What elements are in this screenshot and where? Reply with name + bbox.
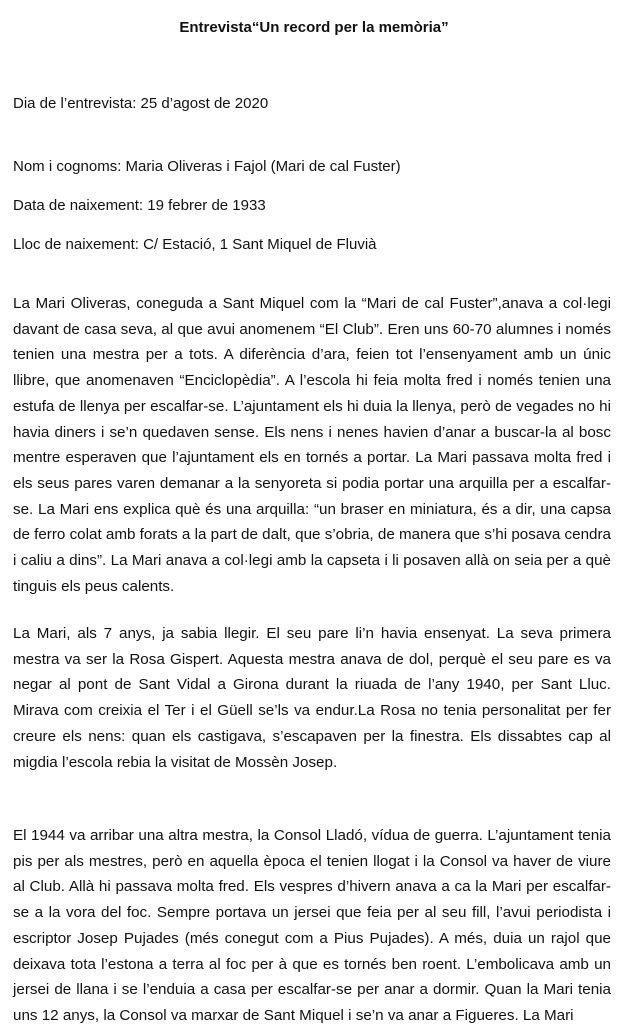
name-field: Nom i cognoms: Maria Oliveras i Fajol (Mari de cal Fuster) [13, 158, 401, 175]
birth-place-field: Lloc de naixement: C/ Estació, 1 Sant Miquel de Fluvià [13, 236, 377, 253]
document-title: Entrevista“Un record per la memòria” [179, 19, 449, 36]
paragraph-3: El 1944 va arribar una altra mestra, la Consol Lladó, vídua de guerra. L’ajuntament tenia pis per als mestres, però en aquella època el tenien llogat i la Consol va haver de viure al Club. Allà hi passava molta fred. Els vespres d’hivern anava a ca la Mari per escalfar-se a la vora del foc. Sempre portava un jersei que feia per al seu fill, l’avui periodista i escriptor Josep Pujades (més conegut com a Pius Pujades). A més, duia un rajol que deixava tota l’estona a terra al foc per à que es tornés ben roent. L’embolicava amb un jersei de llana i se l’enduia a casa per escalfar-se per anar a dormir. Quan la Mari tenia uns 12 anys, la Consol va marxar de Sant Miquel i se’n va anar a Figueres. La Mari [13, 827, 611, 1024]
paragraph-2: La Mari, als 7 anys, ja sabia llegir. El seu pare li’n havia ensenyat. La seva primera mestra va ser la Rosa Gispert. Aquesta mestra anava de dol, perquè el seu pare es va negar al pont de Sant Vidal a Girona durant la riuada de l’any 1940, per Sant Lluc. Mirava com creixia el Ter i el Güell se’ls va endur.La Rosa no tenia personalitat per fer creure els nens: quan els castigava, s’escapaven per la finestra. Els dissabtes cap al migdia l’escola rebia la visitat de Mossèn Josep. [13, 625, 611, 771]
paragraph-1: La Mari Oliveras, coneguda a Sant Miquel com la “Mari de cal Fuster”,anava a col·legi davant de casa seva, al que avui anomenem “El Club”. Eren uns 60-70 alumnes i només tenien una mestra per a tots. A diferència d’ara, feien tot l’ensenyament amb un únic llibre, que anomenaven “Enciclopèdia”. A l’escola hi feia molta fred i només tenien una estufa de llenya per escalfar-se. L’ajuntament els hi duia la llenya, però de vegades no hi havia diners i se’n quedaven sense. Els nens i nenes havien d’anar a buscar-la al bosc mentre esperaven que l’ajuntament els en tornés a portar. La Mari passava molta fred i els seus pares varen demanar a la senyoreta si podia portar una arquilla per a escalfar-se. La Mari ens explica què és una arquilla: “un braser en miniatura, és a dir, una capsa de ferro colat amb forats a la part de dalt, que s’obria, de manera que s’hi posava cendra i caliu a dins”. La Mari anava a col·legi amb la capseta i li posaven allà on seia per a què tinguis els peus calents. [13, 295, 611, 595]
birth-date-field: Data de naixement: 19 febrer de 1933 [13, 197, 266, 214]
interview-date: Dia de l’entrevista: 25 d’agost de 2020 [13, 95, 269, 112]
